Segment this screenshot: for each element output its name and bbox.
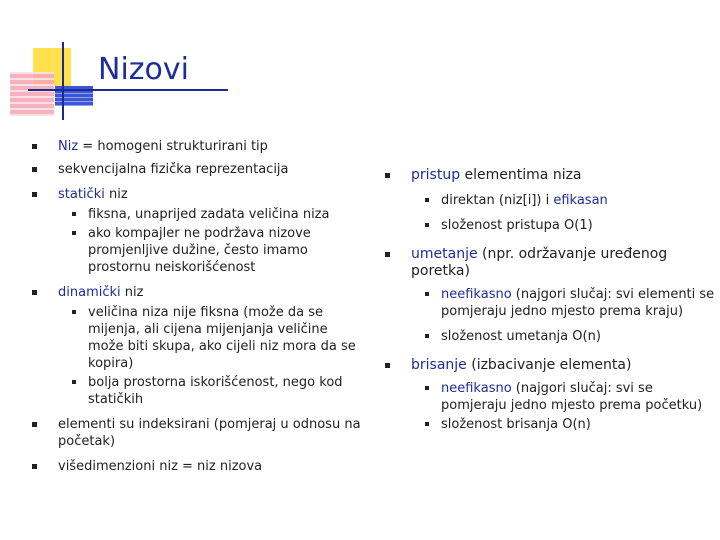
square-bullet-icon	[32, 422, 37, 427]
sub-list-item	[411, 286, 715, 320]
square-bullet-icon	[385, 252, 390, 257]
list-item	[32, 458, 362, 475]
sub-list-item	[411, 416, 715, 433]
sub-list-item	[58, 374, 362, 408]
item-text: = homogeni strukturirani tip	[78, 139, 268, 154]
square-bullet-icon	[32, 144, 37, 149]
list-item	[32, 186, 362, 276]
item-lead: umetanje	[411, 246, 478, 262]
square-bullet-icon	[425, 292, 429, 296]
square-bullet-icon	[72, 310, 76, 314]
item-text: elementi su indeksirani (pomjeraj u odnosu na početak)	[58, 417, 361, 449]
square-bullet-icon	[425, 422, 429, 426]
square-bullet-icon	[425, 223, 429, 227]
sub-item-text: složenost umetanja O(n)	[441, 329, 601, 344]
square-bullet-icon	[32, 464, 37, 469]
sub-item-lead: neefikasno	[441, 287, 512, 302]
item-text: elementima niza	[460, 167, 582, 183]
item-text: višedimenzioni niz = niz nizova	[58, 459, 263, 474]
sub-item-text: fiksna, unaprijed zadata veličina niza	[88, 207, 330, 222]
square-bullet-icon	[425, 198, 429, 202]
item-lead: pristup	[411, 167, 461, 183]
sub-list-item	[411, 217, 715, 234]
list-item	[385, 167, 715, 234]
sub-item-text: složenost pristupa O(1)	[441, 218, 593, 233]
square-bullet-icon	[385, 363, 390, 368]
square-bullet-icon	[425, 386, 429, 390]
square-bullet-icon	[72, 231, 76, 235]
sub-list-item	[411, 192, 715, 209]
sub-item-text: direktan (niz[i]) i	[441, 193, 554, 208]
sub-item-text: bolja prostorna iskorišćenost, nego kod statičkih	[88, 375, 343, 407]
item-text: niz	[104, 187, 128, 202]
square-bullet-icon	[32, 192, 37, 197]
square-bullet-icon	[32, 290, 37, 295]
sub-list-item	[411, 328, 715, 345]
sub-list-item	[58, 206, 362, 223]
sub-item-tail: efikasan	[553, 193, 608, 208]
sub-item-text: (najgori slučaj: svi elementi se pomjeraju jedno mjesto prema kraju)	[441, 287, 715, 319]
slide-title: Nizovi	[98, 52, 189, 87]
list-item	[32, 416, 362, 450]
square-bullet-icon	[385, 173, 390, 178]
list-item	[385, 246, 715, 345]
decor-horizontal-line	[28, 89, 228, 91]
item-text: sekvencijalna fizička reprezentacija	[58, 162, 289, 177]
item-lead: Niz	[58, 139, 79, 154]
left-column	[32, 138, 362, 481]
sub-item-text: (najgori slučaj: svi se pomjeraju jedno mjesto prema početku)	[441, 381, 703, 413]
list-item	[32, 138, 362, 155]
decor-pink-stripes	[10, 72, 54, 116]
sub-item-text: veličina niza nije fiksna (može da se mijenja, ali cijena mijenjanja veličine može biti skupa, ako cijeli niz mora da se kopira)	[88, 305, 356, 371]
square-bullet-icon	[32, 167, 37, 172]
sub-list-item	[58, 304, 362, 372]
list-item	[32, 161, 362, 178]
item-lead: statički	[58, 187, 105, 202]
item-text: (npr. održavanje uređenog poretka)	[411, 246, 668, 279]
sub-list-item	[58, 225, 362, 276]
list-item	[32, 284, 362, 408]
square-bullet-icon	[72, 380, 76, 384]
sub-list-item	[411, 380, 715, 414]
sub-item-lead: neefikasno	[441, 381, 512, 396]
item-lead: brisanje	[411, 357, 467, 373]
item-text: niz	[120, 285, 144, 300]
item-text: (izbacivanje elementa)	[466, 357, 632, 373]
decor-vertical-line	[62, 42, 64, 120]
item-lead: dinamički	[58, 285, 121, 300]
sub-item-text: složenost brisanja O(n)	[441, 417, 591, 432]
square-bullet-icon	[425, 334, 429, 338]
square-bullet-icon	[72, 212, 76, 216]
list-item	[385, 357, 715, 433]
right-column	[385, 167, 715, 445]
sub-item-text: ako kompajler ne podržava nizove promjenljive dužine, često imamo prostornu neiskorišćenost	[88, 226, 311, 275]
